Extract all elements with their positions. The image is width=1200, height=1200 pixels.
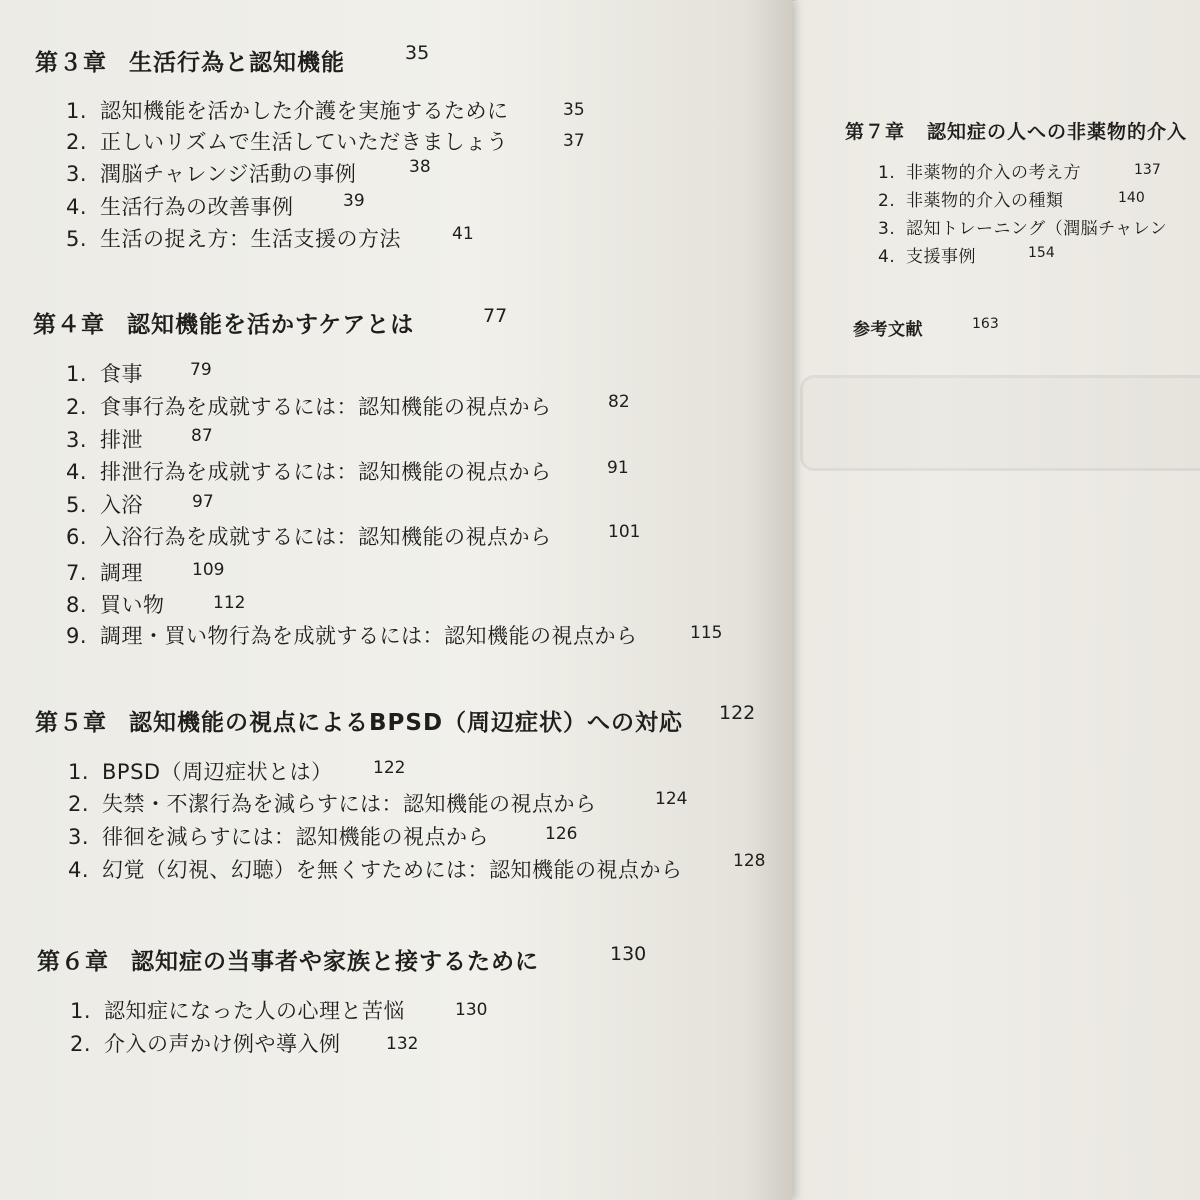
toc-item [878, 158, 1081, 183]
item-title: 入浴行為を成就するには：認知機能の視点から [100, 525, 552, 549]
page-number: 79 [190, 360, 212, 380]
item-number: 1. [70, 999, 92, 1023]
item-title: 入浴 [100, 493, 143, 517]
chapter-number: 第５章 [35, 710, 107, 736]
item-title: 正しいリズムで生活していただきましょう [100, 130, 509, 154]
toc-item [68, 821, 489, 851]
item-title: 買い物 [100, 593, 165, 617]
toc-item [66, 620, 638, 650]
toc-item [68, 788, 597, 818]
item-title: 非薬物的介入の考え方 [906, 163, 1081, 183]
chapter-title: 認知症の当事者や家族と接するために [131, 949, 539, 975]
toc-item [70, 995, 405, 1025]
page-number: 124 [655, 789, 688, 809]
chapter-number: 第３章 [35, 50, 107, 76]
page-number: 126 [545, 824, 578, 844]
item-title: 生活の捉え方：生活支援の方法 [100, 227, 401, 251]
item-number: 2. [70, 1032, 92, 1056]
item-title: 認知機能を活かした介護を実施するために [100, 99, 509, 123]
item-number: 3. [66, 162, 88, 186]
toc-item [66, 391, 552, 421]
item-title: 排泄行為を成就するには：認知機能の視点から [100, 460, 552, 484]
item-title: 失禁・不潔行為を減らすには：認知機能の視点から [102, 792, 597, 816]
item-number: 4. [878, 247, 896, 267]
toc-item [66, 223, 401, 253]
page-number: 35 [563, 100, 585, 120]
item-number: 4. [66, 195, 88, 219]
page-number: 41 [452, 224, 474, 244]
chapter-heading [33, 306, 414, 339]
page-number: 39 [343, 191, 365, 211]
page-number: 128 [733, 851, 766, 871]
page-number: 109 [192, 560, 225, 580]
item-number: 2. [68, 792, 90, 816]
chapter-heading [845, 117, 1187, 144]
item-title: 徘徊を減らすには：認知機能の視点から [102, 825, 489, 849]
page-number: 115 [690, 623, 723, 643]
toc-item [66, 557, 143, 587]
page-number: 130 [455, 1000, 488, 1020]
chapter-page-number: 35 [405, 42, 430, 64]
chapter-page-number: 77 [483, 305, 508, 327]
chapter-title: 認知機能の視点によるBPSD（周辺症状）への対応 [129, 710, 684, 736]
toc-item [878, 214, 1167, 239]
references-heading: 参考文献 [853, 320, 923, 340]
toc-item [68, 756, 333, 786]
toc-item [66, 158, 356, 188]
item-number: 4. [66, 460, 88, 484]
item-number: 9. [66, 624, 88, 648]
toc-item [66, 456, 552, 486]
item-title: 排泄 [100, 428, 143, 452]
item-title: 調理 [100, 561, 143, 585]
chapter-number: 第７章 [845, 121, 906, 143]
item-number: 3. [68, 825, 90, 849]
page-number: 112 [213, 593, 246, 613]
toc-item [66, 191, 294, 221]
chapter-page-number: 122 [719, 702, 756, 724]
page-number: 37 [563, 131, 585, 151]
item-title: 非薬物的介入の種類 [906, 191, 1064, 211]
toc-item [70, 1028, 341, 1058]
chapter-heading [37, 943, 539, 976]
item-number: 1. [66, 99, 88, 123]
toc-item [66, 126, 508, 156]
item-number: 2. [878, 191, 896, 211]
toc-item [66, 489, 143, 519]
page-number: 163 [972, 316, 999, 332]
page-number: 137 [1134, 162, 1161, 178]
toc-item [66, 424, 143, 454]
item-title: 認知トレーニング（潤脳チャレン [906, 219, 1168, 239]
page-number: 97 [192, 492, 214, 512]
item-number: 2. [66, 130, 88, 154]
item-title: 介入の声かけ例や導入例 [104, 1032, 341, 1056]
item-title: 生活行為の改善事例 [100, 195, 294, 219]
page-number: 87 [191, 426, 213, 446]
page-number: 122 [373, 758, 406, 778]
item-number: 5. [66, 493, 88, 517]
item-title: 支援事例 [906, 247, 976, 267]
chapter-number: 第６章 [37, 949, 109, 975]
chapter-title: 認知症の人への非薬物的介入 [927, 121, 1188, 143]
page-number: 91 [607, 458, 629, 478]
page-number: 101 [608, 522, 641, 542]
item-number: 1. [68, 760, 90, 784]
toc-item [68, 854, 683, 884]
item-number: 6. [66, 525, 88, 549]
item-number: 7. [66, 561, 88, 585]
chapter-number: 第４章 [33, 312, 105, 338]
chapter-heading [35, 44, 345, 77]
item-title: BPSD（周辺症状とは） [102, 760, 333, 784]
item-number: 1. [66, 362, 88, 386]
item-number: 1. [878, 163, 896, 183]
toc-item [66, 358, 143, 388]
page-number: 154 [1028, 245, 1055, 261]
item-title: 食事行為を成就するには：認知機能の視点から [100, 395, 552, 419]
page-number: 38 [409, 157, 431, 177]
item-number: 3. [66, 428, 88, 452]
page-number: 140 [1118, 190, 1145, 206]
page-number: 82 [608, 392, 630, 412]
toc-item [878, 186, 1064, 211]
chapter-page-number: 130 [610, 943, 647, 965]
toc-item [66, 589, 165, 619]
chapter-title: 生活行為と認知機能 [129, 50, 345, 76]
chapter-title: 認知機能を活かすケアとは [127, 312, 415, 338]
toc-item [66, 521, 552, 551]
item-title: 潤脳チャレンジ活動の事例 [100, 162, 357, 186]
toc-item [66, 95, 509, 125]
item-number: 8. [66, 593, 88, 617]
item-number: 3. [878, 219, 896, 239]
page-number: 132 [386, 1034, 419, 1054]
chapter-heading [35, 704, 683, 737]
item-number: 5. [66, 227, 88, 251]
toc-item [878, 242, 976, 267]
bleed-through-box [800, 375, 1200, 471]
item-title: 食事 [100, 362, 143, 386]
item-title: 調理・買い物行為を成就するには：認知機能の視点から [100, 624, 638, 648]
item-number: 2. [66, 395, 88, 419]
right-page [760, 0, 1200, 1200]
item-title: 幻覚（幻視、幻聴）を無くすためには：認知機能の視点から [102, 858, 683, 882]
item-number: 4. [68, 858, 90, 882]
item-title: 認知症になった人の心理と苦悩 [104, 999, 405, 1023]
